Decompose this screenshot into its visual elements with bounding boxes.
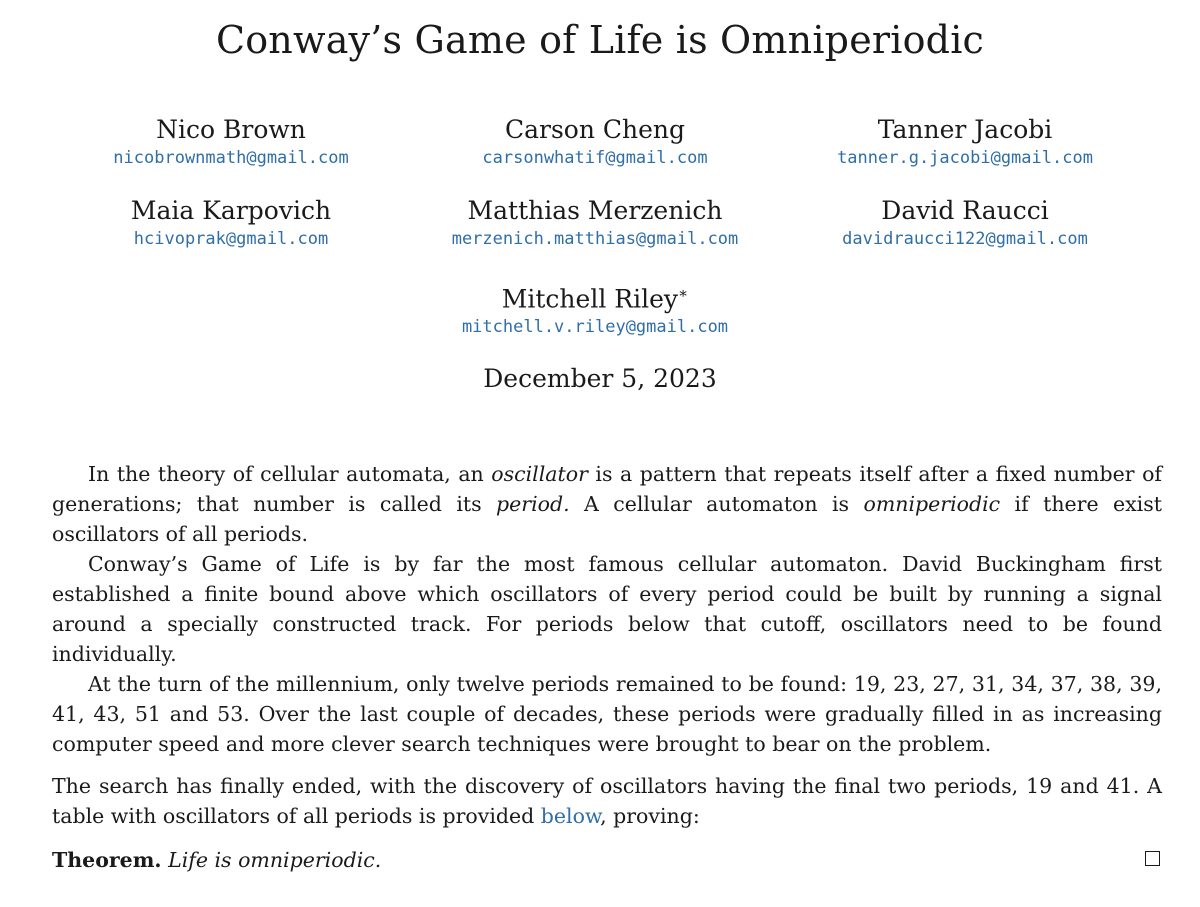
author-block <box>41 195 421 251</box>
paragraph: At the turn of the millennium, only twelve periods remained to be found: 19, 23, 27, 31, 34, 37, 38, 39, 41, 43, 51 and 53. Over the last couple of decades, these periods were gradually filled in as increasing computer speed and more clever search techniques were brought to bear on the problem. <box>52 672 1162 756</box>
author-block <box>775 195 1155 251</box>
author-block <box>41 114 421 170</box>
table-link[interactable]: below <box>540 804 601 828</box>
author-email[interactable]: carsonwhatif@gmail.com <box>482 148 708 168</box>
author-email[interactable]: mitchell.v.riley@gmail.com <box>461 317 729 338</box>
paper-title: Conway’s Game of Life is Omniperiodic <box>215 18 985 62</box>
theorem-label: Theorem. <box>52 848 162 872</box>
author-email[interactable]: nicobrownmath@gmail.com <box>113 148 349 168</box>
paragraph: The search has finally ended, with the discovery of oscillators having the final two periods, 19 and 41. A table with oscillators of all periods is provided below, proving: <box>52 774 1162 828</box>
author-name: Maia Karpovich <box>130 196 332 225</box>
author-name: David Raucci <box>881 196 1049 225</box>
author-name: Tanner Jacobi <box>877 115 1053 144</box>
paragraph: In the theory of cellular automata, an oscillator is a pattern that repeats itself after a fixed number of generations; that number is called its period. A cellular automaton is omniperiodic if there exist oscillators of all periods. <box>52 462 1162 546</box>
author-name: Nico Brown <box>156 115 306 144</box>
author-name: Matthias Merzenich <box>467 196 723 225</box>
author-block <box>405 277 785 339</box>
paper-date: December 5, 2023 <box>483 364 717 393</box>
author-email[interactable]: tanner.g.jacobi@gmail.com <box>837 148 1093 168</box>
author-block <box>775 114 1155 170</box>
author-email[interactable]: davidraucci122@gmail.com <box>842 229 1088 249</box>
author-name: Carson Cheng <box>504 115 686 144</box>
theorem <box>52 845 1162 875</box>
author-email[interactable]: merzenich.matthias@gmail.com <box>451 229 739 249</box>
corresponding-author-marker: ∗ <box>678 284 689 302</box>
theorem-statement: Life is omniperiodic. <box>168 848 382 872</box>
qed-symbol-icon <box>1145 851 1160 866</box>
author-block <box>405 114 785 170</box>
paragraph: Conway’s Game of Life is by far the most famous cellular automaton. David Buckingham first established a finite bound above which oscillators of every period could be built by running a signal around a specially constructed track. For periods below that cutoff, oscillators need to be found individually. <box>52 552 1162 666</box>
author-name: Mitchell Riley∗ <box>501 284 689 314</box>
author-email[interactable]: hcivoprak@gmail.com <box>133 229 329 249</box>
author-block <box>405 195 785 251</box>
abstract-body <box>52 459 1162 831</box>
